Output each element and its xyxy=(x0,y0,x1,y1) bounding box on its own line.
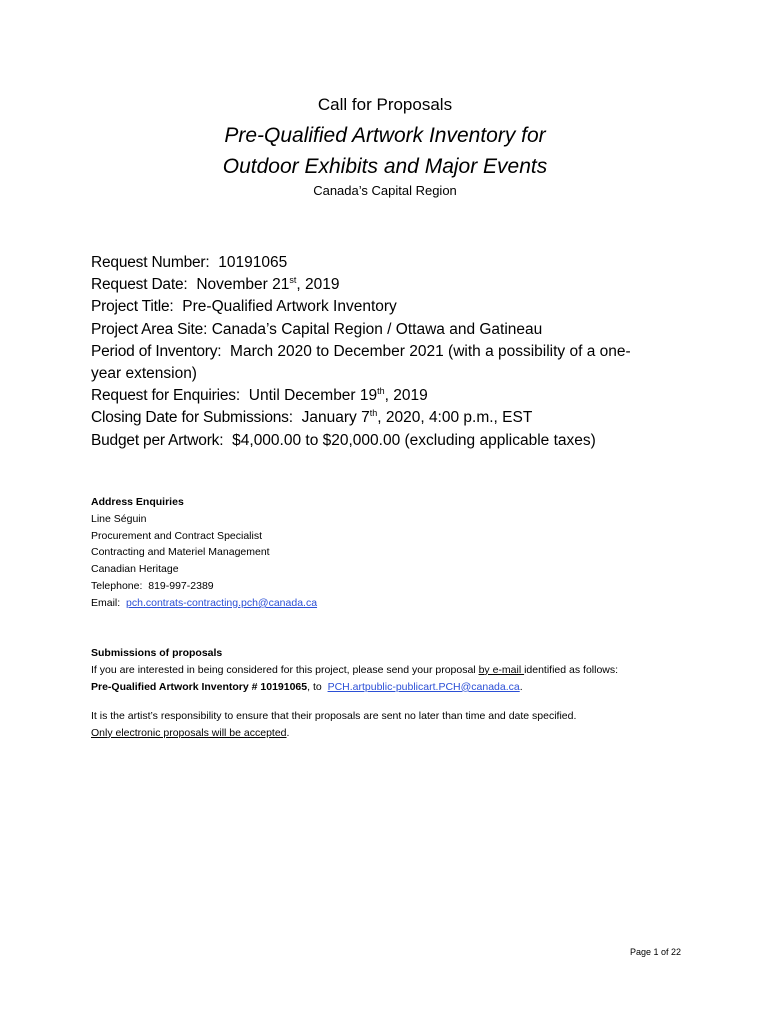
contact-role: Procurement and Contract Specialist xyxy=(91,529,262,542)
telephone-number: 819-997-2389 xyxy=(148,579,214,592)
contact-email-link[interactable]: pch.contrats-contracting.pch@canada.ca xyxy=(126,596,318,609)
request-date-value: November 21 xyxy=(196,276,290,294)
electronic-end: . xyxy=(286,726,290,739)
enquiries-label: Request for Enquiries xyxy=(91,387,236,405)
request-number-label: Request Number xyxy=(91,254,206,271)
email-label: Email: xyxy=(91,596,121,609)
request-number-row: Request Number: 10191065 xyxy=(91,254,288,271)
responsibility-note: It is the artist’s responsibility to ensure that their proposals are sent no later than time and date specified. xyxy=(91,710,577,722)
budget-value: $4,000.00 to $20,000.00 (excluding applicable taxes) xyxy=(232,431,596,449)
contact-telephone xyxy=(91,578,691,595)
document-title xyxy=(0,120,770,182)
project-title-label: Project Title xyxy=(91,298,170,316)
by-email-text: by e-mail xyxy=(478,663,525,676)
period-value: March 2020 to December 2021 (with a possibility of a one- xyxy=(230,342,631,360)
period-value-continued: year extension) xyxy=(91,365,197,383)
closing-suffix: th xyxy=(369,408,378,419)
project-area-label: Project Area Site xyxy=(91,320,204,338)
project-area-row: Project Area Site: Canada’s Capital Region / Ottawa and Gatineau xyxy=(91,320,543,338)
closing-label: Closing Date for Submissions xyxy=(91,409,289,427)
submissions-heading: Submissions of proposals xyxy=(91,647,223,659)
project-title-value: Pre-Qualified Artwork Inventory xyxy=(182,298,397,316)
instructions-text: If you are interested in being considered for this project, please send your proposal xyxy=(91,663,479,676)
period-label: Period of Inventory: xyxy=(91,342,222,360)
instructions-end: identified as follows: xyxy=(524,663,619,676)
reference-number: Pre-Qualified Artwork Inventory # 10191065 xyxy=(91,680,308,693)
submissions-section xyxy=(91,645,691,695)
submission-notes xyxy=(91,708,691,742)
document-region: Canada’s Capital Region xyxy=(313,183,457,198)
request-date-row: Request Date: November 21st, 2019 xyxy=(91,275,340,294)
document-call-heading: Call for Proposals xyxy=(317,95,453,114)
reference-end: . xyxy=(519,680,523,693)
enquiries-row: Request for Enquiries: Until December 19th, 2019 xyxy=(91,386,428,405)
enquiries-suffix: th xyxy=(377,386,385,397)
electronic-note xyxy=(91,725,691,742)
closing-value: January 7 xyxy=(301,409,370,427)
title-line-1: Pre-Qualified Artwork Inventory for xyxy=(224,124,546,147)
enquiries-year: , 2019 xyxy=(384,387,428,405)
submission-reference xyxy=(91,679,691,696)
project-area-value: Canada’s Capital Region / Ottawa and Gatineau xyxy=(211,320,543,338)
request-details xyxy=(91,252,666,452)
reference-to: , to xyxy=(307,680,322,693)
closing-row: Closing Date for Submissions: January 7th, 2020, 4:00 p.m., EST xyxy=(91,408,533,427)
request-date-year: , 2019 xyxy=(296,276,340,294)
closing-time: , 2020, 4:00 p.m., EST xyxy=(377,409,533,427)
address-enquiries xyxy=(91,494,691,612)
submissions-instructions xyxy=(91,662,691,679)
title-line-2: Outdoor Exhibits and Major Events xyxy=(222,155,548,178)
contact-name: Line Séguin xyxy=(91,512,147,525)
electronic-only-text: Only electronic proposals will be accepted xyxy=(91,726,287,739)
submission-email-link[interactable]: PCH.artpublic-publicart.PCH@canada.ca xyxy=(327,680,520,693)
telephone-label: Telephone: xyxy=(91,579,143,592)
period-row xyxy=(91,341,666,385)
project-title-row: Project Title: Pre-Qualified Artwork Inventory xyxy=(91,298,397,316)
budget-row: Budget per Artwork: $4,000.00 to $20,000.00 (excluding applicable taxes) xyxy=(91,431,596,449)
request-date-label: Request Date xyxy=(91,276,184,294)
page-number: Page 1 of 22 xyxy=(629,947,681,957)
request-number-value: 10191065 xyxy=(218,254,288,271)
contact-email xyxy=(91,595,691,612)
budget-label: Budget per Artwork xyxy=(91,431,220,449)
contact-organization: Canadian Heritage xyxy=(91,563,179,576)
request-date-suffix: st xyxy=(289,275,297,286)
enquiries-value: Until December 19 xyxy=(248,387,378,405)
address-heading: Address Enquiries xyxy=(91,496,184,508)
contact-department: Contracting and Materiel Management xyxy=(91,546,270,559)
